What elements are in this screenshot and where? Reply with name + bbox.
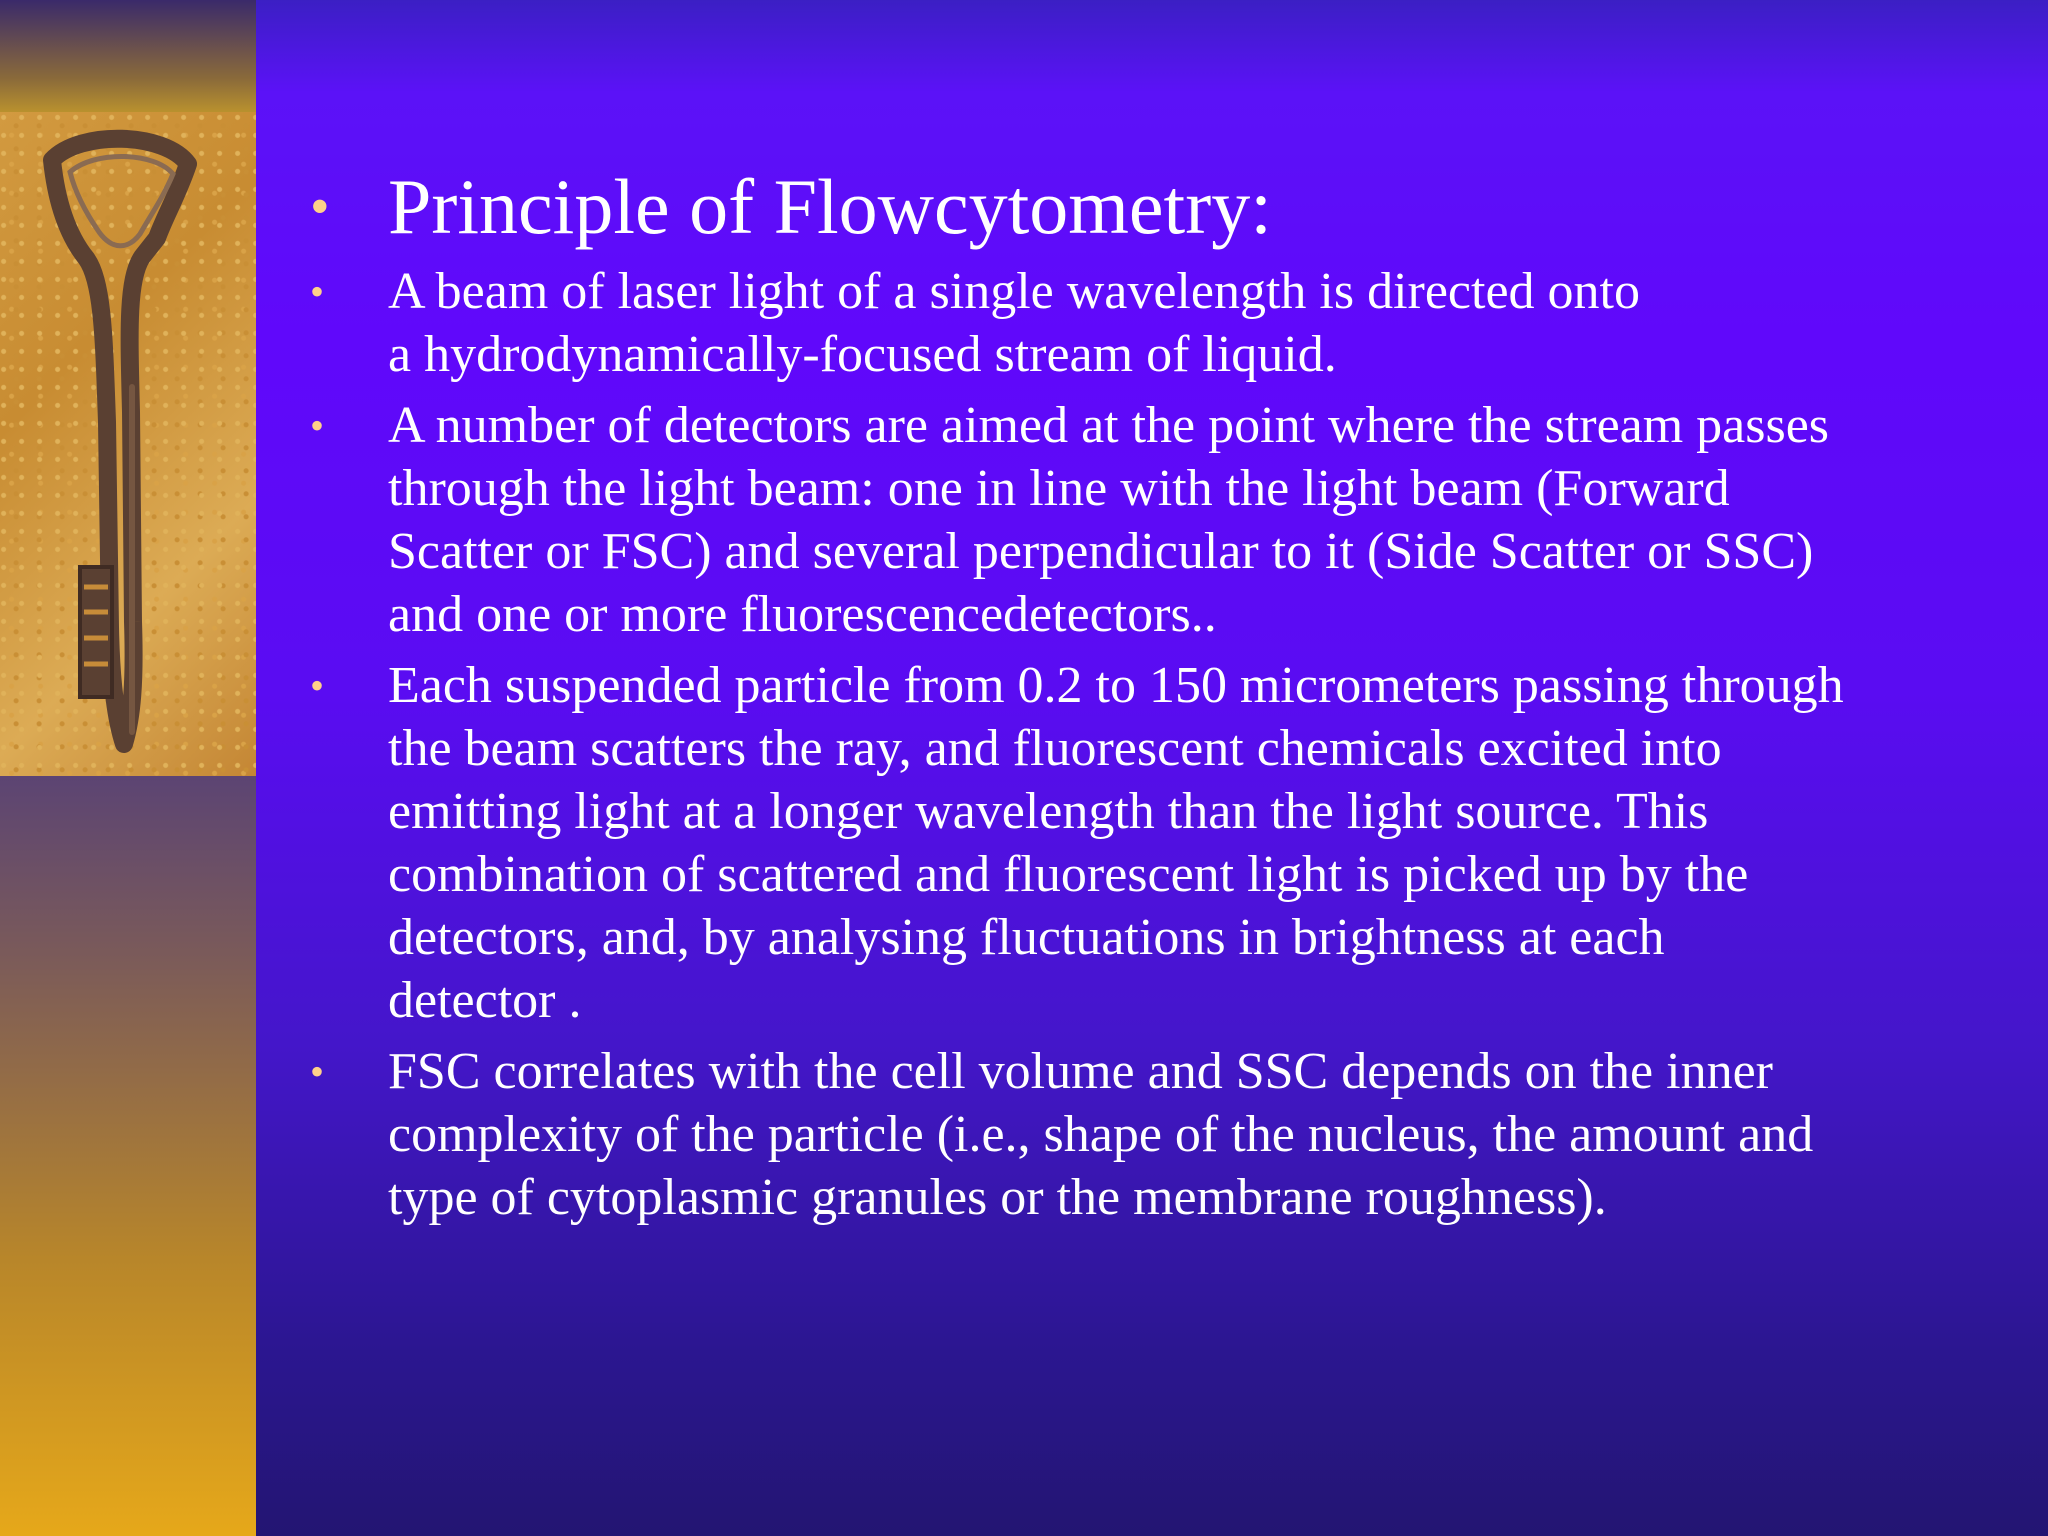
- bullet-text: Each suspended particle from 0.2 to 150 micrometers passing through the beam scatters the ray, and fluorescent chemicals excited into emitting light at a longer wavelength than the light source. This combination of scattered and fluorescent light is picked up by the detectors, and, by analysing fluctuations in brightness at each detector .: [388, 657, 1844, 1029]
- key-icon: [0, 112, 256, 776]
- bullet-icon: •: [310, 663, 325, 708]
- left-top-band: [0, 0, 256, 112]
- bullet-icon: •: [310, 1049, 325, 1094]
- list-item: [300, 654, 2000, 1032]
- bullet-icon: •: [310, 176, 330, 238]
- slide-title-row: [300, 162, 2000, 252]
- list-item: [300, 260, 2000, 386]
- bullet-text: A number of detectors are aimed at the point where the stream passes through the light beam: one in line with the light beam (Forward Scatter or FSC) and several perpendicular to it (Side Scatter or SSC) and one or more fluorescencedetectors..: [388, 397, 1830, 643]
- bullet-text: A beam of laser light of a single wavelength is directed onto a hydrodynamically-focused stream of liquid.: [388, 263, 1640, 383]
- bullet-list: [300, 162, 2000, 1229]
- key-image: [0, 112, 256, 776]
- list-item: [300, 394, 2000, 646]
- slide-title: Principle of Flowcytometry:: [388, 163, 1272, 250]
- bullet-text: FSC correlates with the cell volume and SSC depends on the inner complexity of the particle (i.e., shape of the nucleus, the amount and type of cytoplasmic granules or the membrane roughness).: [388, 1043, 1814, 1226]
- list-item: [300, 1040, 2000, 1229]
- bullet-icon: •: [310, 269, 325, 314]
- bullet-icon: •: [310, 403, 325, 448]
